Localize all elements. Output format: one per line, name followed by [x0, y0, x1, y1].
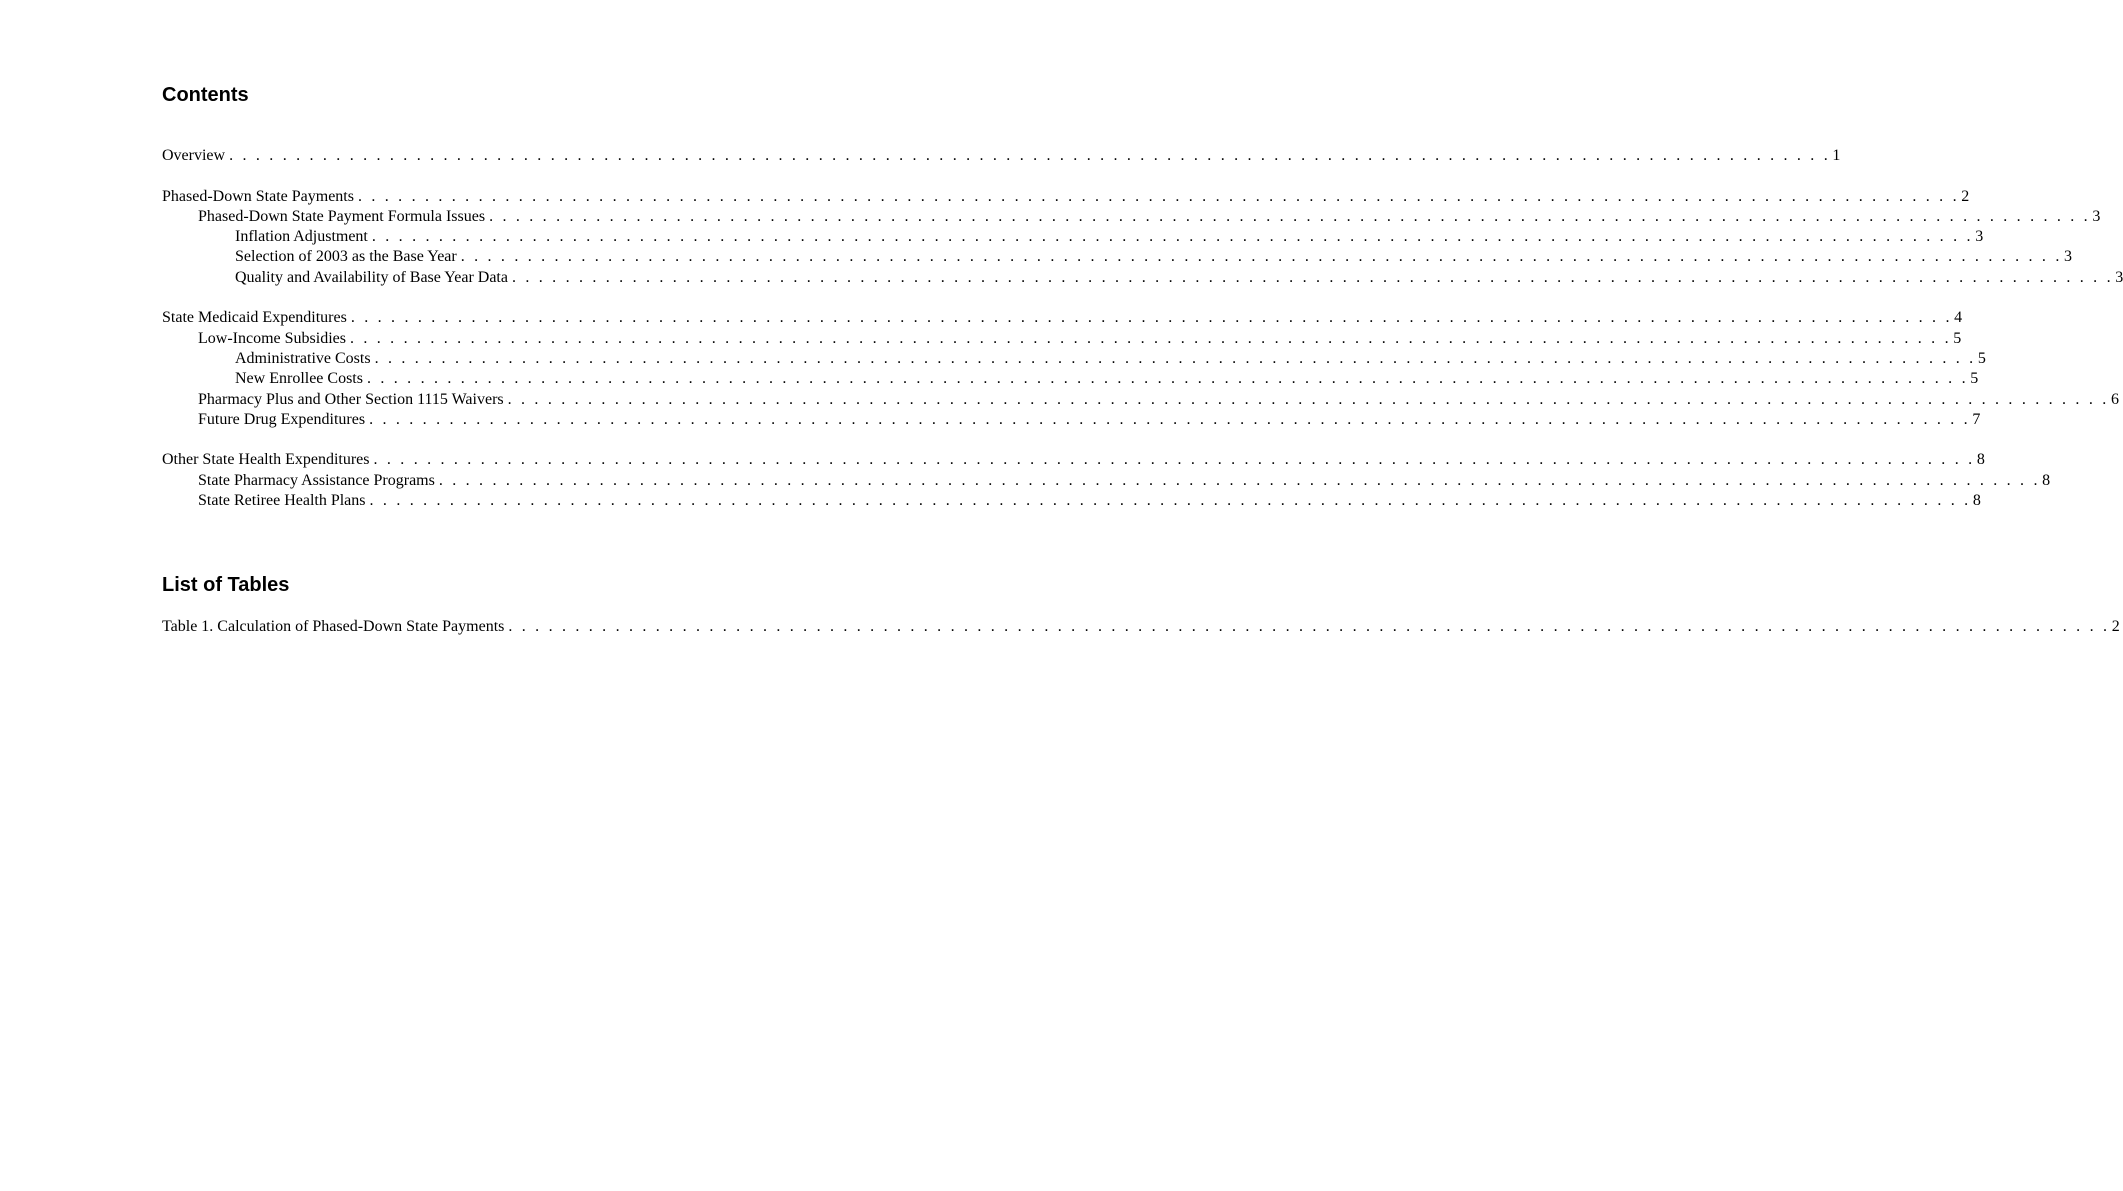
toc-entry[interactable] — [162, 349, 1986, 369]
toc-entry-title: Low-Income Subsidies — [198, 329, 346, 347]
toc-entry-title: Overview — [162, 147, 226, 164]
dot-leader: . . . . . . . . . . . . . . . . . . . . . . . . . . . . . . . . . . . . . . . . . . . . . . . . . . . . . . . . . . . . . . . . . . . . . . . . . . . . . . . . . . . . . . . . . . . . . . . . . . . . . . . . . . . . . . . . . . . . . . . . — [350, 309, 1953, 327]
toc-entry-page-number: 6 — [2110, 390, 2119, 408]
toc-entry-page-number: 3 — [1975, 228, 1984, 246]
dot-leader: . . . . . . . . . . . . . . . . . . . . . . . . . . . . . . . . . . . . . . . . . . . . . . . . . . . . . . . . . . . . . . . . . . . . . . . . . . . . . . . . . . . . . . . . . . . . . . . . . . . . . . . . . . . . . . . . . . . . . . . . — [508, 618, 2110, 635]
toc-entry-title: Future Drug Expenditures — [198, 410, 366, 428]
dot-leader: . . . . . . . . . . . . . . . . . . . . . . . . . . . . . . . . . . . . . . . . . . . . . . . . . . . . . . . . . . . . . . . . . . . . . . . . . . . . . . . . . . . . . . . . . . . . . . . . . . . . . . . . . . . . . . . . . . . . . . . . — [374, 349, 1976, 367]
dot-leader: . . . . . . . . . . . . . . . . . . . . . . . . . . . . . . . . . . . . . . . . . . . . . . . . . . . . . . . . . . . . . . . . . . . . . . . . . . . . . . . . . . . . . . . . . . . . . . . . . . . . . . . . . . . . . . . . . . . . . . . . — [357, 187, 1960, 205]
toc-entry-page-number: 3 — [2115, 268, 2123, 286]
toc-entry[interactable] — [162, 187, 1970, 207]
toc-entry-title: Other State Health Expenditures — [162, 451, 370, 469]
toc-entry-title: State Retiree Health Plans — [198, 492, 366, 510]
toc-entry-page-number: 8 — [1976, 451, 1985, 469]
list-of-tables-heading: List of Tables — [162, 574, 290, 596]
dot-leader: . . . . . . . . . . . . . . . . . . . . . . . . . . . . . . . . . . . . . . . . . . . . . . . . . . . . . . . . . . . . . . . . . . . . . . . . . . . . . . . . . . . . . . . . . . . . . . . . . . . . . . . . . . . . . . . . . . . . . . . . — [438, 471, 2041, 489]
toc-entry[interactable] — [162, 491, 1981, 511]
toc-entry-title: New Enrollee Costs — [235, 370, 363, 388]
toc-entry-page-number: 4 — [1954, 309, 1963, 327]
toc-entry-title: Pharmacy Plus and Other Section 1115 Waivers — [198, 390, 504, 408]
dot-leader: . . . . . . . . . . . . . . . . . . . . . . . . . . . . . . . . . . . . . . . . . . . . . . . . . . . . . . . . . . . . . . . . . . . . . . . . . . . . . . . . . . . . . . . . . . . . . . . . . . . . . . . . . . . . . . . . . . . . . . . . — [507, 390, 2109, 408]
toc-entry-page-number: 8 — [1972, 492, 1981, 510]
toc-entry-title: Selection of 2003 as the Base Year — [235, 248, 457, 266]
toc-entry-page-number: 5 — [1970, 370, 1979, 388]
dot-leader: . . . . . . . . . . . . . . . . . . . . . . . . . . . . . . . . . . . . . . . . . . . . . . . . . . . . . . . . . . . . . . . . . . . . . . . . . . . . . . . . . . . . . . . . . . . . . . . . . . . . . . . . . . . . . . . . . . . . . . . . — [349, 329, 1952, 347]
dot-leader: . . . . . . . . . . . . . . . . . . . . . . . . . . . . . . . . . . . . . . . . . . . . . . . . . . . . . . . . . . . . . . . . . . . . . . . . . . . . . . . . . . . . . . . . . . . . . . . . . . . . . . . . . . . . . . . . . . . . . . . . — [366, 370, 1969, 388]
toc-entry[interactable] — [162, 410, 1981, 430]
toc-entry-page-number: 2 — [1961, 187, 1970, 205]
dot-leader: . . . . . . . . . . . . . . . . . . . . . . . . . . . . . . . . . . . . . . . . . . . . . . . . . . . . . . . . . . . . . . . . . . . . . . . . . . . . . . . . . . . . . . . . . . . . . . . . . . . . . . . . . . . . . . . . . . . . . . . . — [371, 228, 1974, 246]
toc-entry-title: Phased-Down State Payment Formula Issues — [198, 207, 486, 225]
toc-entry-page-number: 3 — [2092, 207, 2101, 225]
toc-entry[interactable] — [162, 268, 2123, 288]
toc-entry[interactable] — [162, 207, 2101, 227]
toc-entry-page-number: 8 — [2042, 471, 2051, 489]
toc-entry-title: Quality and Availability of Base Year Data — [235, 268, 508, 286]
toc-entry[interactable] — [162, 329, 1962, 349]
toc-entry[interactable] — [162, 146, 1841, 166]
dot-leader: . . . . . . . . . . . . . . . . . . . . . . . . . . . . . . . . . . . . . . . . . . . . . . . . . . . . . . . . . . . . . . . . . . . . . . . . . . . . . . . . . . . . . . . . . . . . . . . . . . . . . . . . . . . . . . . . . . . . . . . . — [489, 207, 2091, 225]
toc-entry-title: Administrative Costs — [235, 349, 371, 367]
toc-entry-page-number: 5 — [1977, 349, 1986, 367]
dot-leader: . . . . . . . . . . . . . . . . . . . . . . . . . . . . . . . . . . . . . . . . . . . . . . . . . . . . . . . . . . . . . . . . . . . . . . . . . . . . . . . . . . . . . . . . . . . . . . . . . . . . . . . . . . . . . . . . . . . . . . . . — [229, 147, 1831, 164]
toc-entry[interactable] — [162, 369, 1979, 389]
toc-entry-page-number: 2 — [2111, 618, 2120, 635]
list-of-tables-list — [162, 617, 2120, 637]
toc-entry[interactable] — [162, 227, 1984, 247]
contents-list — [162, 146, 2123, 511]
toc-entry-page-number: 1 — [1832, 147, 1841, 164]
toc-entry-page-number: 3 — [2064, 248, 2073, 266]
toc-entry-page-number: 5 — [1953, 329, 1962, 347]
toc-entry[interactable] — [162, 471, 2051, 491]
toc-entry[interactable] — [162, 308, 1963, 328]
toc-entry-title: State Pharmacy Assistance Programs — [198, 471, 435, 489]
toc-entry[interactable] — [162, 390, 2119, 410]
dot-leader: . . . . . . . . . . . . . . . . . . . . . . . . . . . . . . . . . . . . . . . . . . . . . . . . . . . . . . . . . . . . . . . . . . . . . . . . . . . . . . . . . . . . . . . . . . . . . . . . . . . . . . . . . . . . . . . . . . . . . . . . — [369, 410, 1971, 428]
dot-leader: . . . . . . . . . . . . . . . . . . . . . . . . . . . . . . . . . . . . . . . . . . . . . . . . . . . . . . . . . . . . . . . . . . . . . . . . . . . . . . . . . . . . . . . . . . . . . . . . . . . . . . . . . . . . . . . . . . . . . . . . — [373, 451, 1975, 469]
toc-entry-title: State Medicaid Expenditures — [162, 309, 347, 327]
toc-entry-title: Inflation Adjustment — [235, 228, 368, 246]
toc-entry[interactable] — [162, 450, 1985, 470]
dot-leader: . . . . . . . . . . . . . . . . . . . . . . . . . . . . . . . . . . . . . . . . . . . . . . . . . . . . . . . . . . . . . . . . . . . . . . . . . . . . . . . . . . . . . . . . . . . . . . . . . . . . . . . . . . . . . . . . . . . . . . . . — [511, 268, 2114, 286]
toc-entry-title: Table 1. Calculation of Phased-Down State Payments — [162, 618, 505, 635]
contents-heading: Contents — [162, 84, 249, 106]
toc-entry-title: Phased-Down State Payments — [162, 187, 354, 205]
dot-leader: . . . . . . . . . . . . . . . . . . . . . . . . . . . . . . . . . . . . . . . . . . . . . . . . . . . . . . . . . . . . . . . . . . . . . . . . . . . . . . . . . . . . . . . . . . . . . . . . . . . . . . . . . . . . . . . . . . . . . . . . — [460, 248, 2063, 266]
dot-leader: . . . . . . . . . . . . . . . . . . . . . . . . . . . . . . . . . . . . . . . . . . . . . . . . . . . . . . . . . . . . . . . . . . . . . . . . . . . . . . . . . . . . . . . . . . . . . . . . . . . . . . . . . . . . . . . . . . . . . . . . — [369, 492, 1971, 510]
toc-entry-page-number: 7 — [1972, 410, 1981, 428]
toc-entry[interactable] — [162, 247, 2073, 267]
toc-entry[interactable] — [162, 617, 2120, 637]
